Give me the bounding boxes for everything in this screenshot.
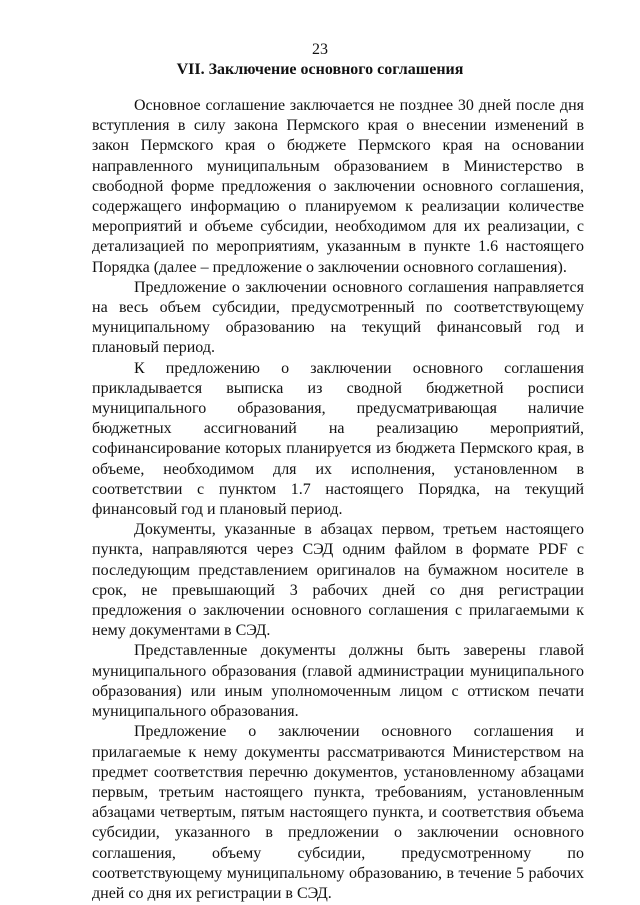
- section-title: VII. Заключение основного соглашения: [176, 61, 464, 78]
- paragraph-5: Представленные документы должны быть заверены главой муниципального образования (главой администрации муниципального образования) или иным уполномоченным лицом с оттиском печати муниципального образования.: [92, 642, 584, 721]
- paragraph-1: Основное соглашение заключается не позднее 30 дней после дня вступления в силу закона Пермского края о внесении изменений в закон Пермского края о бюджете Пермского края на основании направленного муниципальным образованием в Министерство в свободной форме предложения о заключении основного соглашения, содержащего информацию о планируемом к реализации количестве мероприятий и объеме субсидии, необходимом для их реализации, с детализацией по мероприятиям, указанным в пункте 1.6 настоящего Порядка (далее – предложение о заключении основного соглашения).: [92, 97, 584, 276]
- paragraph-2: Предложение о заключении основного соглашения направляется на весь объем субсидии, предусмотренный по соответствующему муниципальному образованию на текущий финансовый год и плановый период.: [92, 278, 584, 357]
- paragraph-3: К предложению о заключении основного соглашения прикладывается выписка из сводной бюджетной росписи муниципального образования, предусматривающая наличие бюджетных ассигнований на реализацию мероприятий, софинансирование которых планируется из бюджета Пермского края, в объеме, необходимом для их исполнения, установленном в соответствии с пунктом 1.7 настоящего Порядка, на текущий финансовый год и плановый период.: [92, 359, 584, 519]
- page-number: 23: [312, 41, 328, 58]
- paragraph-6: Предложение о заключении основного соглашения и прилагаемые к нему документы рассматриваются Министерством на предмет соответствия перечню документов, установленному абзацами первым, третьим настоящего пункта, требованиям, установленным абзацами четвертым, пятым настоящего пункта, и соответствия объема субсидии, указанного в предложении о заключении основного соглашения, объему субсидии, предусмотренному по соответствующему муниципальному образованию, в течение 5 рабочих дней со дня их регистрации в СЭД.: [92, 723, 584, 902]
- document-body: [92, 96, 584, 904]
- paragraph-4: Документы, указанные в абзацах первом, третьем настоящего пункта, направляются через СЭД одним файлом в формате PDF с последующим представлением оригиналов на бумажном носителе в срок, не превышающий 3 рабочих дней со дня регистрации предложения о заключении основного соглашения с прилагаемыми к нему документами в СЭД.: [92, 521, 584, 640]
